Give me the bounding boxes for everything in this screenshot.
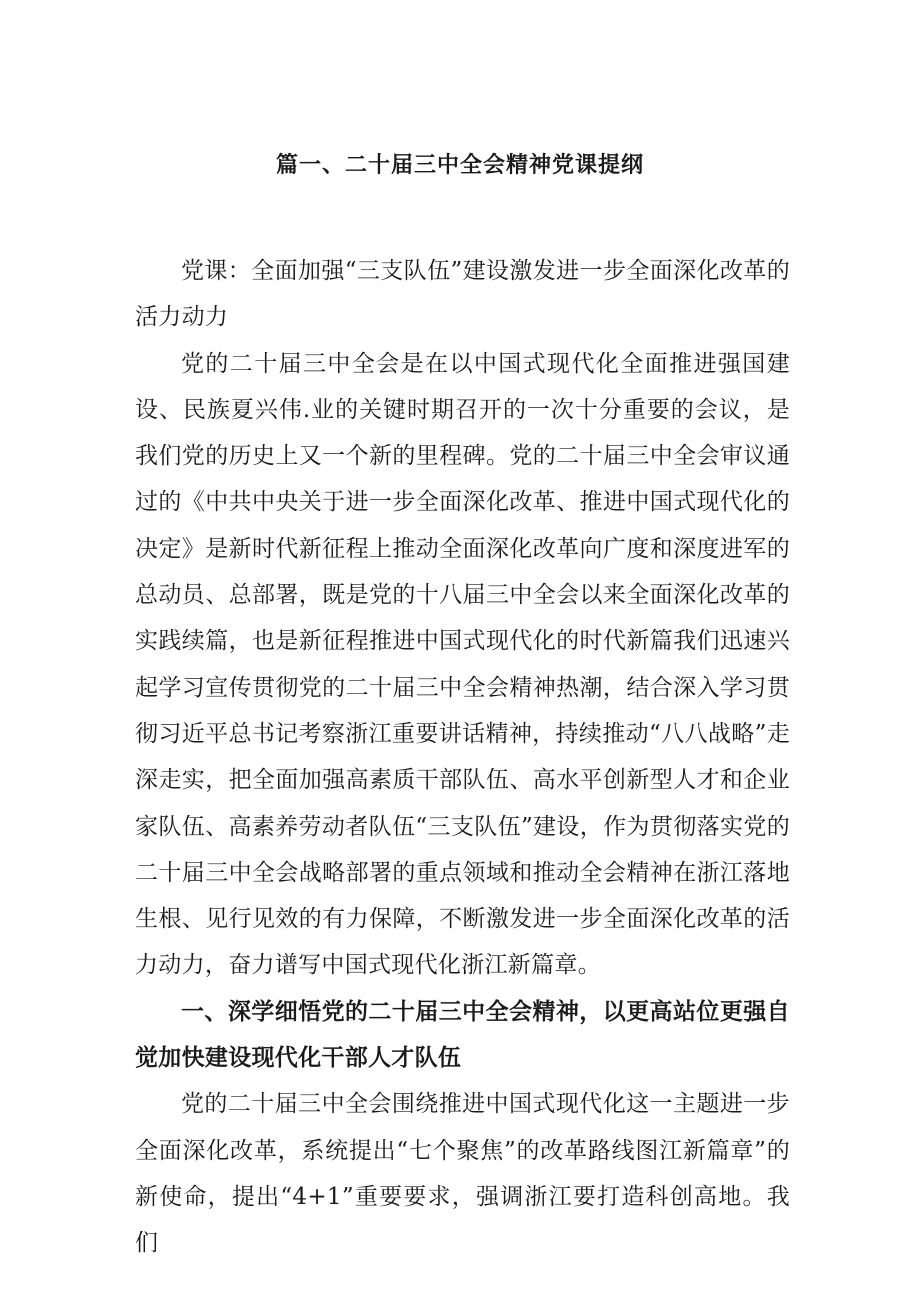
document-title: 篇一、二十届三中全会精神党课提纲 <box>275 152 644 178</box>
paragraph-section-one: 党的二十届三中全会围绕推进中国式现代化这一主题进一步全面深化改革，系统提出“七个聚焦”的改革路线图江新篇章”的新使命，提出“4+1”重要要求，强调浙江要打造科创高地。我们 <box>135 1091 790 1257</box>
paragraph-lecture-topic: 党课：全面加强“三支队伍”建设激发进一步全面深化改革的活力动力 <box>135 258 790 331</box>
section-heading-one: 一、深学细悟党的二十届三中全会精神，以更高站位更强自觉加快建设现代化干部人才队伍 <box>135 997 790 1072</box>
document-body <box>135 248 790 1267</box>
paragraph-introduction: 党的二十届三中全会是在以中国式现代化全面推进强国建设、民族夏兴伟.业的关键时期召开的一次十分重要的会议，是我们党的历史上又一个新的里程碑。党的二十届三中全会审议通过的《中共中央关于进一步全面深化改革、推进中国式现代化的决定》是新时代新征程上推动全面深化改革向广度和深度进军的总动员、总部署，既是党的十八届三中全会以来全面深化改革的实践续篇，也是新征程推进中国式现代化的时代新篇我们迅速兴起学习宣传贯彻党的二十届三中全会精神热潮，结合深入学习贯彻习近平总书记考察浙江重要讲话精神，持续推动“八八战略”走深走实，把全面加强高素质干部队伍、高水平创新型人才和企业家队伍、高素养劳动者队伍“三支队伍”建设，作为贯彻落实党的二十届三中全会战略部署的重点领域和推动全会精神在浙江落地生根、见行见效的有力保障，不断激发进一步全面深化改革的活力动力，奋力谱写中国式现代化浙江新篇章。 <box>135 350 790 979</box>
